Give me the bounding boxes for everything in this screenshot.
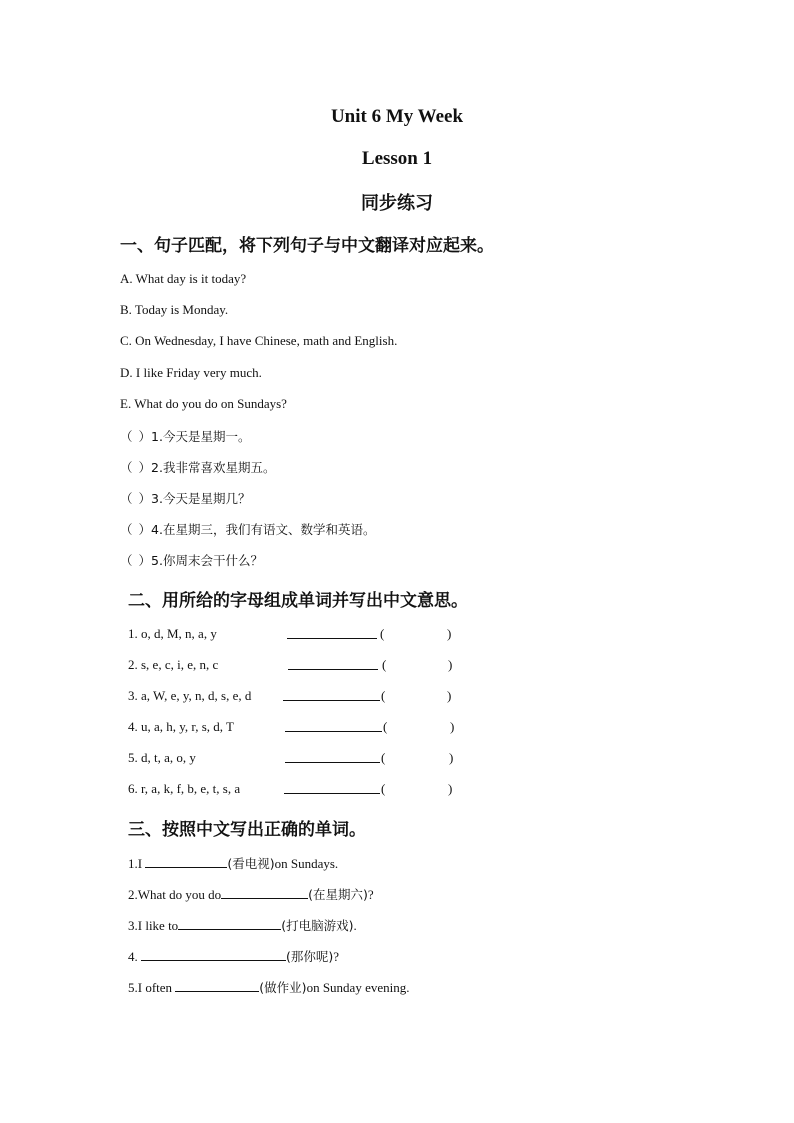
section2-heading: 二、用所给的字母组成单词并写出中文意思。 [128,591,468,611]
match-text: 1.今天是星期一。 [151,429,251,444]
fill-text: 5.I often [128,980,176,995]
word-blank[interactable] [288,657,378,670]
paren-open: （ [120,491,133,506]
fill-hint: (那你呢) [286,949,334,964]
paren-close: ） [138,491,152,506]
fill-hint: (做作业) [259,980,307,995]
fill-text: 1.I [128,856,146,871]
fill-item-1 [128,854,338,872]
paren-open: ( [381,750,386,765]
fill-text: on Sunday evening. [306,980,410,995]
word-blank[interactable] [285,719,382,732]
practice-subtitle: 同步练习 [361,193,433,214]
fill-blank[interactable] [175,979,259,992]
match-row [120,427,250,445]
sentence-c: C. On Wednesday, I have Chinese, math and English. [120,333,398,348]
fill-text: 3.I like to [128,918,179,933]
sentence-d: D. I like Friday very much. [120,365,262,380]
match-text: 5.你周末会干什么？ [151,553,263,568]
fill-text: . [353,918,357,933]
unit-title: Unit 6 My Week [330,106,464,127]
paren-close: ) [449,750,454,765]
fill-text: ? [333,949,340,964]
word-blank[interactable] [285,750,380,763]
fill-hint: (在星期六) [308,887,368,902]
match-text: 2.我非常喜欢星期五。 [151,460,276,475]
fill-hint: (看电视) [227,856,275,871]
letters-item-5: 5. d, t, a, o, y [128,750,196,765]
sentence-b: B. Today is Monday. [120,302,229,317]
sentence-e: E. What do you do on Sundays? [120,396,287,411]
paren-open: （ [120,553,133,568]
fill-item-4 [128,947,339,965]
match-text: 4.在星期三，我们有语文、数学和英语。 [151,522,376,537]
word-blank[interactable] [283,688,380,701]
match-row [120,458,275,476]
match-text: 3.今天是星期几？ [151,491,251,506]
fill-item-5 [128,978,409,996]
section3-heading: 三、按照中文写出正确的单词。 [128,820,366,840]
paren-close: ） [138,522,152,537]
paren-close: ) [447,688,452,703]
letters-item-6: 6. r, a, k, f, b, e, t, s, a [128,781,241,796]
fill-blank[interactable] [221,886,308,899]
letters-item-4: 4. u, a, h, y, r, s, d, T [128,719,234,734]
fill-text: 2.What do you do [128,887,222,902]
paren-open: （ [120,429,133,444]
fill-item-2 [128,885,374,903]
sentence-a: A. What day is it today? [120,271,247,286]
fill-item-3 [128,916,357,934]
letters-item-1: 1. o, d, M, n, a, y [128,626,217,641]
paren-close: ） [138,429,152,444]
word-blank[interactable] [287,626,377,639]
paren-close: ) [448,657,453,672]
fill-text: on Sundays. [274,856,339,871]
fill-blank[interactable] [178,917,281,930]
lesson-title: Lesson 1 [361,148,433,169]
match-row [120,520,375,538]
match-row [120,489,250,507]
paren-close: ） [138,553,152,568]
fill-blank[interactable] [141,948,286,961]
fill-text: 4. [128,949,141,964]
paren-close: ） [138,460,152,475]
paren-open: ( [380,626,385,641]
paren-close: ) [448,781,453,796]
paren-close: ) [450,719,455,734]
paren-close: ) [447,626,452,641]
paren-open: ( [382,657,387,672]
letters-item-3: 3. a, W, e, y, n, d, s, e, d [128,688,252,703]
fill-text: ? [367,887,374,902]
paren-open: （ [120,460,133,475]
paren-open: ( [381,781,386,796]
fill-hint: (打电脑游戏) [281,918,354,933]
word-blank[interactable] [284,781,380,794]
match-row [120,551,263,569]
paren-open: （ [120,522,133,537]
letters-item-2: 2. s, e, c, i, e, n, c [128,657,219,672]
section1-heading: 一、句子匹配，将下列句子与中文翻译对应起来。 [120,236,494,256]
paren-open: ( [381,688,386,703]
paren-open: ( [383,719,388,734]
fill-blank[interactable] [145,855,227,868]
